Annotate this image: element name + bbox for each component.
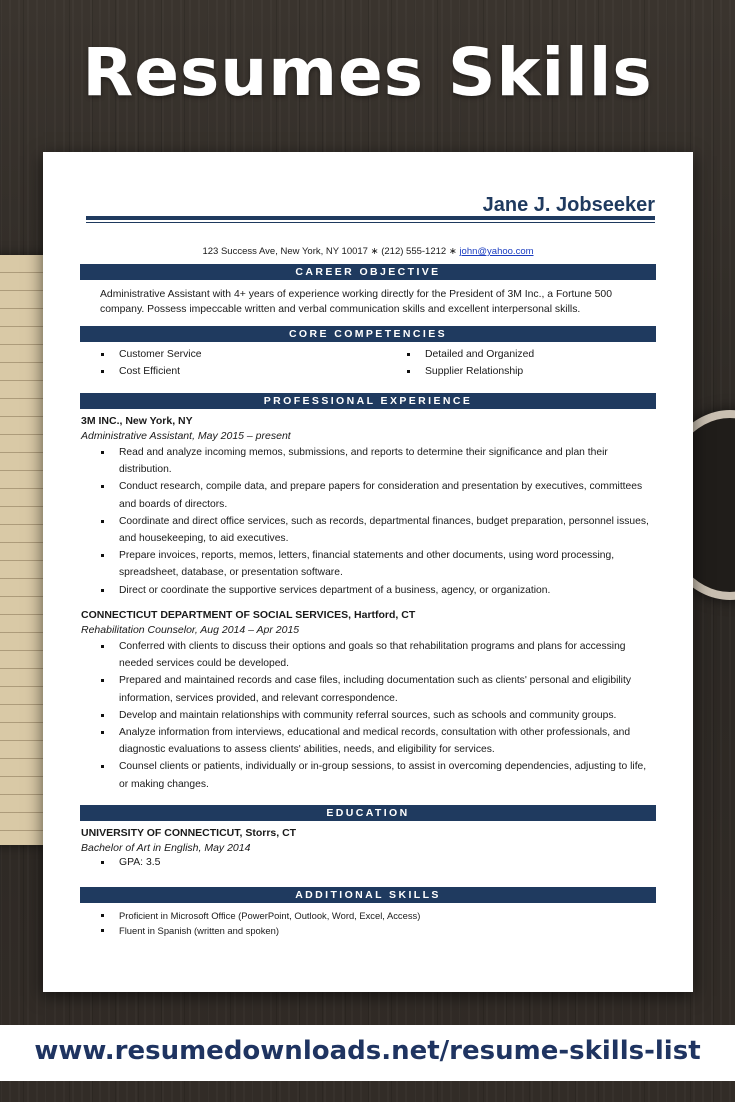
contact-separator: ∗: [370, 246, 379, 257]
job-bullets: [101, 638, 656, 793]
job-bullet: Direct or coordinate the supportive services department of a business, agency, or organization.: [101, 582, 656, 599]
job-bullet: Coordinate and direct office services, such as records, departmental finances, budget preparation, personnel issues, and housekeeping, to aid executives.: [101, 513, 656, 547]
competency-item: Cost Efficient: [101, 363, 180, 380]
resume-name: Jane J. Jobseeker: [482, 194, 655, 216]
footer-url-link[interactable]: www.resumedownloads.net/resume-skills-list: [34, 1036, 701, 1066]
skill-item: Proficient in Microsoft Office (PowerPoint, Outlook, Word, Excel, Access): [101, 908, 656, 923]
resume-document: [43, 152, 693, 992]
page-headline: Resumes Skills: [82, 34, 653, 111]
competency-item: Customer Service: [101, 346, 202, 363]
job-bullet: Prepare invoices, reports, memos, letters, financial statements and other documents, using word processing, spreadsheet, database, or presentation software.: [101, 547, 656, 581]
contact-address: 123 Success Ave, New York, NY 10017: [202, 246, 368, 257]
job-bullet: Counsel clients or patients, individually or in-group sessions, to assist in overcoming dependencies, adjusting to life, or making changes.: [101, 758, 656, 792]
section-heading-additional-skills: ADDITIONAL SKILLS: [80, 887, 656, 903]
contact-line: [43, 246, 693, 257]
additional-skills-list: [101, 908, 656, 938]
competency-item: Detailed and Organized: [407, 346, 534, 363]
section-heading-career-objective: CAREER OBJECTIVE: [80, 264, 656, 280]
career-objective-text: Administrative Assistant with 4+ years of experience working directly for the President of 3M Inc., a Fortune 500 company. Possess impeccable written and verbal communication skills and excellent interpersonal skills.: [100, 289, 612, 315]
job-bullets: [101, 444, 656, 599]
education-degree: Bachelor of Art in English, May 2014: [81, 842, 251, 854]
skill-item: Fluent in Spanish (written and spoken): [101, 923, 656, 938]
education-school: UNIVERSITY OF CONNECTICUT, Storrs, CT: [81, 827, 297, 839]
job-bullet: Read and analyze incoming memos, submissions, and reports to determine their significance and plan their distribution.: [101, 444, 656, 478]
job-bullet: Conduct research, compile data, and prepare papers for consideration and presentation by executives, committees and boards of directors.: [101, 478, 656, 512]
section-heading-core-competencies: CORE COMPETENCIES: [80, 326, 656, 342]
job-role: Administrative Assistant, May 2015 – present: [81, 430, 291, 442]
job-bullet: Prepared and maintained records and case files, including documentation such as clients' personal and eligibility information, services provided, and relevant correspondence.: [101, 672, 656, 706]
header-rule: [86, 216, 655, 220]
competency-item: Supplier Relationship: [407, 363, 523, 380]
job-bullet: Analyze information from interviews, educational and medical records, consultation with other professionals, and diagnostic evaluations to assess clients' abilities, needs, and eligibility for services.: [101, 724, 656, 758]
contact-email-link[interactable]: john@yahoo.com: [459, 246, 534, 257]
job-bullet: Conferred with clients to discuss their options and goals so that rehabilitation programs and plans for accessing needed services could be developed.: [101, 638, 656, 672]
header-rule-thin: [86, 222, 655, 223]
section-heading-education: EDUCATION: [80, 805, 656, 821]
job-role: Rehabilitation Counselor, Aug 2014 – Apr 2015: [81, 624, 300, 636]
contact-separator: ∗: [448, 246, 457, 257]
contact-phone: (212) 555-1212: [381, 246, 447, 257]
education-gpa: GPA: 3.5: [101, 854, 160, 871]
job-company: CONNECTICUT DEPARTMENT OF SOCIAL SERVICES, Hartford, CT: [81, 609, 416, 621]
section-heading-professional-experience: PROFESSIONAL EXPERIENCE: [80, 393, 656, 409]
job-company: 3M INC., New York, NY: [81, 415, 193, 427]
job-bullet: Develop and maintain relationships with community referral sources, such as schools and community groups.: [101, 707, 656, 724]
